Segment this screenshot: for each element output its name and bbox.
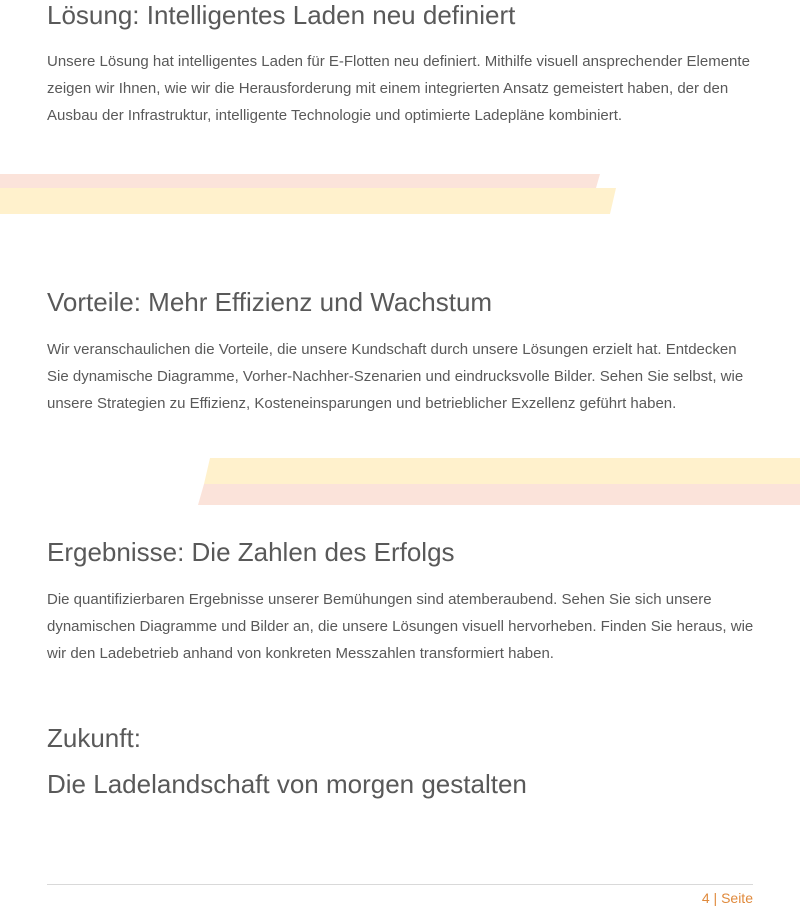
- band-yellow: [0, 188, 616, 214]
- heading-ergebnisse: Ergebnisse: Die Zahlen des Erfolgs: [47, 537, 455, 567]
- heading-zukunft-line2: Die Ladelandschaft von morgen gestalten: [47, 769, 527, 799]
- paragraph-ergebnisse: Die quantifizierbaren Ergebnisse unserer Bemühungen sind atemberaubend. Sehen Sie sich unsere dynamischen Diagramme und Bilder an, die unsere Lösungen visuell hervorheben. Finden Sie heraus, wie wir den Ladebetrieb anhand von konkreten Messzahlen transformiert haben.: [47, 591, 754, 662]
- decorative-band-top: [0, 174, 620, 216]
- footer-divider: [47, 884, 753, 885]
- page-number: 4 | Seite: [701, 890, 753, 906]
- band-pink: [198, 484, 800, 505]
- paragraph-vorteile: Wir veranschaulichen die Vorteile, die unsere Kundschaft durch unsere Lösungen erzielt hat. Entdecken Sie dynamische Diagramme, Vorher-Nachher-Szenarien und eindrucksvolle Bilder. Sehen Sie selbst, wie unsere Strategien zu Effizienz, Kosteneinsparungen und betrieblicher Exzellenz geführt haben.: [47, 341, 744, 412]
- paragraph-loesung: Unsere Lösung hat intelligentes Laden für E-Flotten neu definiert. Mithilfe visuell ansprechender Elemente zeigen wir Ihnen, wie wir die Herausforderung mit einem integrierten Ansatz gemeistert haben, der den Ausbau der Infrastruktur, intelligente Technologie und optimierte Ladepläne kombiniert.: [47, 53, 750, 124]
- band-pink: [0, 174, 600, 188]
- decorative-band-middle: [196, 458, 800, 506]
- heading-vorteile: Vorteile: Mehr Effizienz und Wachstum: [47, 287, 493, 317]
- heading-loesung: Lösung: Intelligentes Laden neu definiert: [47, 0, 516, 30]
- heading-zukunft-line1: Zukunft:: [47, 723, 141, 753]
- band-yellow: [204, 458, 800, 484]
